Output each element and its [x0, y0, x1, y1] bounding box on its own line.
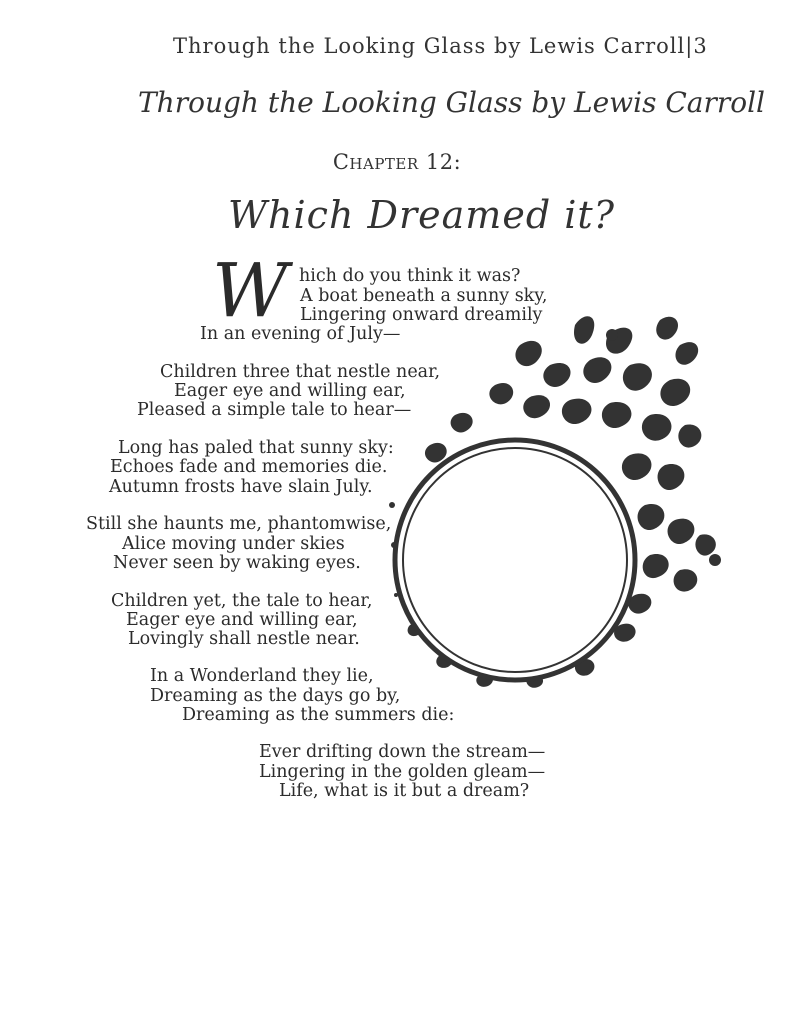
- poem-line: Long has paled that sunny sky:: [118, 438, 394, 458]
- poem-line: Children three that nestle near,: [160, 362, 441, 382]
- poem-line: In an evening of July—: [200, 324, 401, 344]
- poem-line: Still she haunts me, phantomwise,: [86, 514, 392, 534]
- chapter-label-text: Chapter 12:: [332, 150, 462, 174]
- drop-cap: W: [212, 248, 289, 334]
- poem-line: Dreaming as the summers die:: [182, 705, 455, 725]
- poem-line: Ever drifting down the stream—: [259, 742, 546, 762]
- chapter-label: [0, 150, 796, 174]
- poem-line: hich do you think it was?: [299, 266, 521, 286]
- frame-inner-ring: [403, 448, 627, 672]
- poem-line: Dreaming as the days go by,: [150, 686, 401, 706]
- book-title: Through the Looking Glass by Lewis Carroll: [138, 86, 765, 119]
- poem-line: Never seen by waking eyes.: [113, 553, 361, 573]
- poem-line: Eager eye and willing ear,: [174, 381, 406, 401]
- poem-line: Pleased a simple tale to hear—: [137, 400, 412, 420]
- poem-line: Autumn frosts have slain July.: [109, 477, 373, 497]
- poem-line: Lingering onward dreamily: [300, 305, 543, 325]
- chapter-title: Which Dreamed it?: [228, 193, 616, 237]
- poem-line: Eager eye and willing ear,: [126, 610, 358, 630]
- poem-line: Lovingly shall nestle near.: [128, 629, 360, 649]
- running-header: Through the Looking Glass by Lewis Carroll|3: [173, 34, 708, 58]
- poem-line: Lingering in the golden gleam—: [259, 762, 546, 782]
- poem-line: Life, what is it but a dream?: [279, 781, 530, 801]
- poem-line: Echoes fade and memories die.: [110, 457, 388, 477]
- poem-line: Children yet, the tale to hear,: [111, 591, 373, 611]
- floral-circle-frame-icon: [380, 305, 730, 695]
- poem-line: A boat beneath a sunny sky,: [300, 286, 548, 306]
- poem-line: In a Wonderland they lie,: [150, 666, 374, 686]
- poem-line: Alice moving under skies: [122, 534, 345, 554]
